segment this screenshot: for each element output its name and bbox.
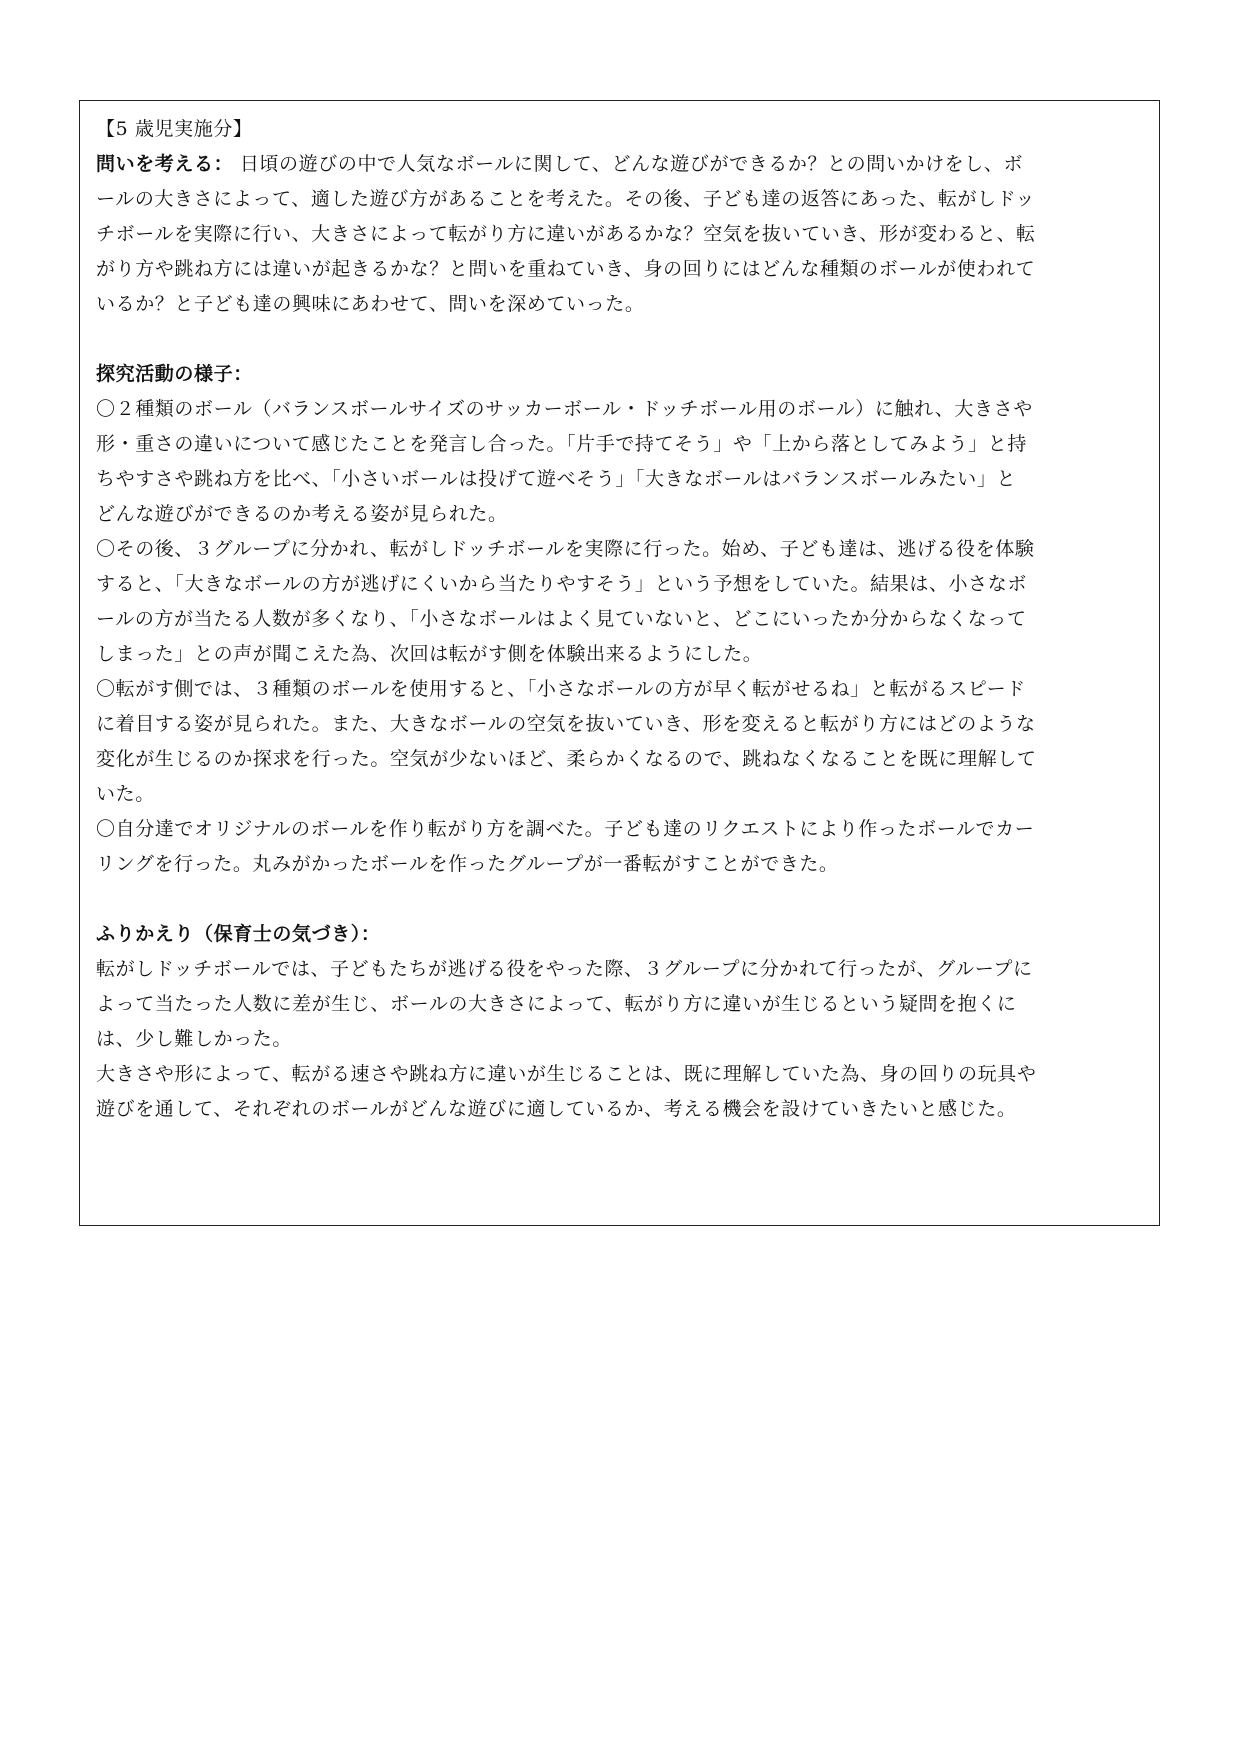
inquiry-line-9: 〇転がす側では、３種類のボールを使用すると、「小さなボールの方が早く転がせるね」と転がるスピード: [96, 678, 1026, 700]
inquiry-line-2: 形・重さの違いについて感じたことを発言し合った。「片手で持てそう」や「上から落としてみよう」と持: [96, 433, 1027, 455]
spacer: [96, 882, 1144, 917]
question-line-1: [96, 147, 1144, 182]
reflection-line-1: 転がしドッチボールでは、子どもたちが逃げる役をやった際、３グループに分かれて行ったが、グループに: [96, 958, 1033, 980]
question-line-2: ールの大きさによって、適した遊び方があることを考えた。その後、子ども達の返答にあった、転がしドッ: [96, 188, 1036, 210]
spacer: [96, 322, 1144, 357]
inquiry-line-5: 〇その後、３グループに分かれ、転がしドッチボールを実際に行った。始め、子ども達は、逃げる役を体験: [96, 538, 1035, 560]
inquiry-line-12: いた。: [96, 783, 155, 805]
reflection-line-3: は、少し難しかった。: [96, 1028, 293, 1050]
inquiry-line-13: 〇自分達でオリジナルのボールを作り転がり方を調べた。子ども達のリクエストにより作ったボールでカー: [96, 818, 1035, 840]
reflection-heading: ふりかえり（保育士の気づき）：: [96, 923, 381, 945]
inquiry-line-10: に着目する姿が見られた。また、大きなボールの空気を抜いていき、形を変えると転がり方にはどのような: [96, 713, 1036, 735]
reflection-line-5: 遊びを通して、それぞれのボールがどんな遊びに適しているか、考える機会を設けていきたいと感じた。: [96, 1098, 1017, 1120]
inquiry-heading: 探究活動の様子：: [96, 363, 253, 385]
question-line-3: チボールを実際に行い、大きさによって転がり方に違いがあるかな？空気を抜いていき、形が変わると、転: [96, 223, 1036, 245]
inquiry-line-8: しまった」との声が聞こえた為、次回は転がす側を体験出来るようにした。: [96, 643, 763, 665]
inquiry-line-6: すると、「大きなボールの方が逃げにくいから当たりやすそう」という予想をしていた。結果は、小さなボ: [96, 573, 1027, 595]
reflection-line-4: 大きさや形によって、転がる速さや跳ね方に違いが生じることは、既に理解していた為、身の回りの玩具や: [96, 1063, 1037, 1085]
section-header: 【5 歳児実施分】: [96, 118, 253, 140]
reflection-line-2: よって当たった人数に差が生じ、ボールの大きさによって、転がり方に違いが生じるという疑問を抱くに: [96, 993, 1017, 1015]
inquiry-line-11: 変化が生じるのか探求を行った。空気が少ないほど、柔らかくなるので、跳ねなくなることを既に理解して: [96, 748, 1037, 770]
report-box: [79, 100, 1160, 1226]
inquiry-line-7: ールの方が当たる人数が多くなり、「小さなボールはよく見ていないと、どこにいったか分からなくなって: [96, 608, 1027, 630]
inquiry-line-1: 〇２種類のボール（バランスボールサイズのサッカーボール・ドッチボール用のボール）に触れ、大きさや: [96, 398, 1033, 420]
question-text-1: 日頃の遊びの中で人気なボールに関して、どんな遊びができるか？との問いかけをし、ボ: [233, 153, 1024, 175]
inquiry-line-3: ちやすさや跳ね方を比べ、「小さいボールは投げて遊べそう」「大きなボールはバランスボールみたい」と: [96, 468, 1017, 490]
question-heading: 問いを考える：: [96, 153, 234, 175]
inquiry-line-4: どんな遊びができるのか考える姿が見られた。: [96, 503, 508, 525]
question-line-4: がり方や跳ね方には違いが起きるかな？と問いを重ねていき、身の回りにはどんな種類のボールが使われて: [96, 258, 1036, 280]
inquiry-line-14: リングを行った。丸みがかったボールを作ったグループが一番転がすことができた。: [96, 853, 839, 875]
question-line-5: いるか？と子ども達の興味にあわせて、問いを深めていった。: [96, 293, 645, 315]
